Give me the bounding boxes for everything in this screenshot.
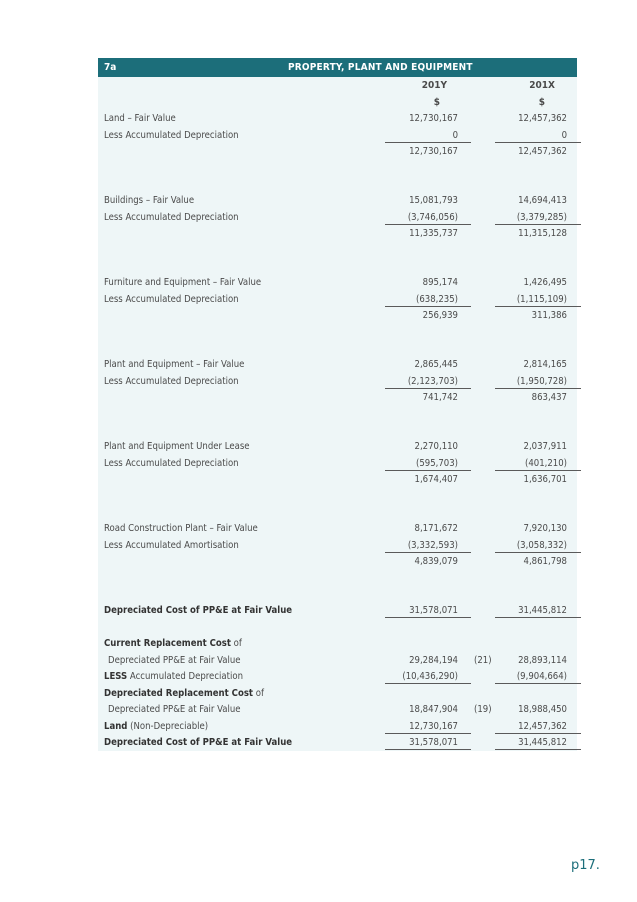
- value-201y: 29,284,194: [409, 654, 458, 666]
- value-201x: (1,115,109): [516, 293, 567, 305]
- row-label: Less Accumulated Depreciation: [104, 457, 239, 469]
- row-label: Less Accumulated Depreciation: [104, 375, 239, 387]
- value-201x: (3,379,285): [516, 211, 567, 223]
- table-row: [98, 110, 577, 127]
- table-row: [98, 356, 577, 373]
- crc-value-row: [98, 652, 577, 669]
- value-201y: 31,578,071: [409, 737, 458, 748]
- table-row: [98, 455, 577, 472]
- value-201x: 18,988,450: [518, 704, 567, 715]
- value-201y: (3,332,593): [407, 539, 458, 551]
- divider: [495, 617, 581, 618]
- land-bold: Land: [104, 720, 128, 732]
- drc-heading-row: [98, 685, 577, 702]
- table-row: [98, 438, 577, 455]
- value-201y: 0: [452, 129, 458, 141]
- table-row: [98, 209, 577, 226]
- section-number: 7a: [104, 62, 117, 73]
- total-201x: 31,445,812: [518, 605, 567, 616]
- crc-bold: Current Replacement Cost: [104, 638, 231, 649]
- col-unit-201x: $: [538, 96, 545, 108]
- value-201x: 2,037,911: [523, 441, 567, 452]
- value-201y: (10,436,290): [402, 671, 458, 682]
- value-201x: 12,457,362: [518, 146, 567, 157]
- value-201y: 12,730,167: [409, 113, 458, 124]
- col-unit-201y: $: [433, 96, 440, 108]
- value-201y: (595,703): [415, 457, 458, 469]
- total-row: [98, 602, 577, 619]
- total-label: Depreciated Cost of PP&E at Fair Value: [104, 605, 293, 616]
- crc-rest: of: [230, 638, 242, 649]
- row-label: Depreciated PP&E at Fair Value: [108, 654, 241, 666]
- land-rest: (Non-Depreciable): [127, 720, 209, 732]
- col-header-201y: 201Y: [421, 80, 447, 91]
- value-201x: (3,058,332): [516, 539, 567, 551]
- final-total-row: [98, 734, 577, 751]
- table-body: [98, 77, 577, 751]
- row-label: Buildings – Fair Value: [104, 195, 195, 206]
- divider: [385, 617, 471, 618]
- row-label: Less Accumulated Depreciation: [104, 211, 239, 223]
- ppe-table: [98, 58, 577, 751]
- total-201y: 31,578,071: [409, 605, 458, 616]
- row-label: Plant and Equipment – Fair Value: [104, 359, 245, 370]
- column-header-unit: [98, 94, 577, 111]
- table-row: [98, 389, 577, 406]
- value-201x: (401,210): [524, 457, 567, 469]
- note-ref: (21): [474, 654, 492, 666]
- note-ref: (19): [474, 704, 492, 715]
- final-label: Depreciated Cost of PP&E at Fair Value: [104, 737, 293, 748]
- value-201y: 256,939: [422, 310, 458, 321]
- drc-rest: of: [253, 687, 264, 699]
- table-row: [98, 274, 577, 291]
- value-201y: 1,674,407: [414, 474, 458, 485]
- value-201x: 7,920,130: [523, 523, 567, 534]
- value-201x: 12,457,362: [518, 720, 567, 732]
- value-201x: 31,445,812: [518, 737, 567, 748]
- value-201y: 18,847,904: [409, 704, 458, 715]
- value-201y: (2,123,703): [407, 375, 458, 387]
- row-label: Less Accumulated Depreciation: [104, 129, 239, 141]
- table-row: [98, 127, 577, 144]
- value-201x: 863,437: [531, 392, 567, 403]
- value-201y: 741,742: [422, 392, 458, 403]
- value-201x: 14,694,413: [518, 195, 567, 206]
- table-row: [98, 520, 577, 537]
- value-201y: 8,171,672: [414, 523, 458, 534]
- divider: [495, 749, 581, 750]
- divider: [385, 749, 471, 750]
- value-201y: 12,730,167: [409, 720, 458, 732]
- table-row: [98, 537, 577, 554]
- table-row: [98, 143, 577, 160]
- drc-value-row: [98, 701, 577, 718]
- less-bold: LESS: [104, 671, 128, 682]
- table-row: [98, 225, 577, 242]
- table-row: [98, 471, 577, 488]
- row-label: Road Construction Plant – Fair Value: [104, 523, 258, 534]
- less-row: [98, 668, 577, 685]
- crc-heading-row: [98, 635, 577, 652]
- value-201y: 2,865,445: [414, 359, 458, 370]
- column-header-year: [98, 77, 577, 94]
- value-201x: 28,893,114: [518, 654, 567, 666]
- value-201x: 12,457,362: [518, 113, 567, 124]
- value-201x: 1,636,701: [523, 474, 567, 485]
- row-label: Plant and Equipment Under Lease: [104, 441, 250, 452]
- row-label: Land – Fair Value: [104, 113, 176, 124]
- value-201x: 1,426,495: [523, 277, 567, 288]
- table-row: [98, 553, 577, 570]
- table-row: [98, 307, 577, 324]
- value-201y: 4,839,079: [414, 556, 458, 567]
- value-201y: 2,270,110: [414, 441, 458, 452]
- table-row: [98, 373, 577, 390]
- value-201y: 15,081,793: [409, 195, 458, 206]
- value-201x: 11,315,128: [518, 228, 567, 239]
- value-201x: 0: [561, 129, 567, 141]
- value-201y: (3,746,056): [407, 211, 458, 223]
- less-rest: Accumulated Depreciation: [127, 671, 243, 682]
- table-row: [98, 291, 577, 308]
- value-201x: 311,386: [531, 310, 567, 321]
- value-201x: 4,861,798: [523, 556, 567, 567]
- page-number: p17.: [571, 858, 600, 873]
- row-label: Less Accumulated Depreciation: [104, 293, 239, 305]
- drc-bold: Depreciated Replacement Cost: [104, 687, 253, 699]
- land-row: [98, 718, 577, 735]
- value-201y: 11,335,737: [409, 228, 458, 239]
- row-label: Furniture and Equipment – Fair Value: [104, 277, 262, 288]
- table-header-bar: [98, 58, 577, 77]
- value-201x: (9,904,664): [516, 671, 567, 682]
- value-201x: (1,950,728): [516, 375, 567, 387]
- row-label: Less Accumulated Amortisation: [104, 539, 239, 551]
- value-201y: 12,730,167: [409, 146, 458, 157]
- value-201y: 895,174: [422, 277, 458, 288]
- table-row: [98, 192, 577, 209]
- value-201x: 2,814,165: [523, 359, 567, 370]
- section-title: PROPERTY, PLANT AND EQUIPMENT: [288, 62, 473, 73]
- row-label: Depreciated PP&E at Fair Value: [108, 704, 241, 715]
- col-header-201x: 201X: [529, 80, 555, 91]
- value-201y: (638,235): [415, 293, 458, 305]
